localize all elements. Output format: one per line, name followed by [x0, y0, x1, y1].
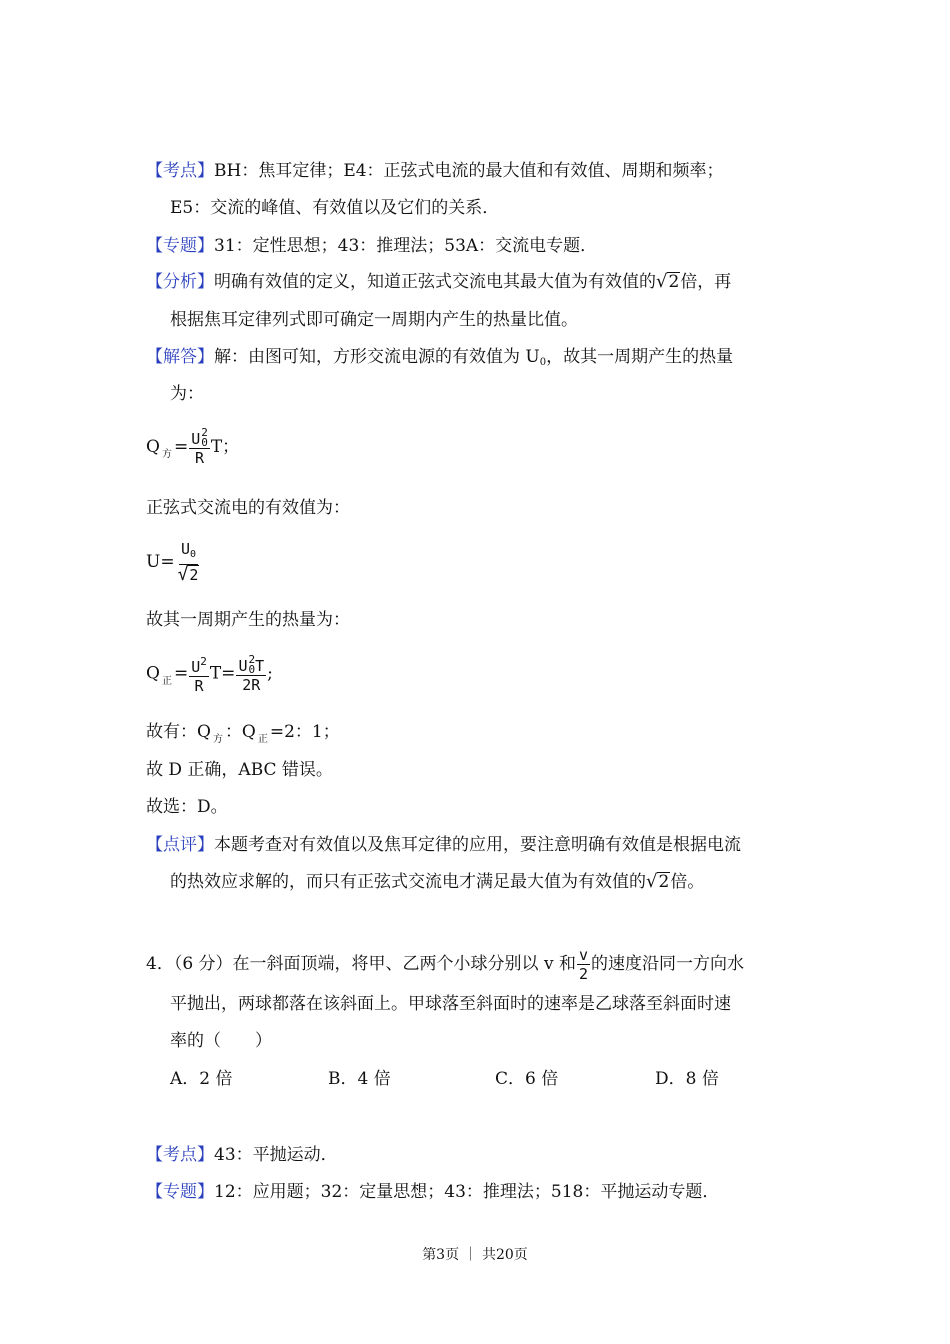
dianping-line-2	[170, 871, 704, 893]
eq2-fraction: $U_0$ √ 2	[177, 540, 199, 585]
q4-line-1	[146, 946, 744, 983]
jieda-text-3: 正弦式交流电的有效值为：	[146, 498, 350, 518]
kaodian-text-2: E5：交流的峰值、有效值以及它们的关系．	[170, 198, 500, 218]
eq1-q: Q	[146, 437, 160, 457]
jieda-text-1a: 解：由图可知，方形交流电源的有效值为 U	[214, 347, 540, 367]
eq1-sub: 方	[161, 449, 172, 460]
eq3-eq: =	[173, 663, 189, 684]
eq3-sub: 正	[161, 675, 172, 687]
dianping-tag: 【点评】	[146, 835, 214, 855]
jieda-text-6: 故 D 正确，ABC 错误。	[146, 760, 333, 780]
zhuanti-line	[146, 235, 597, 257]
q4-zhuanti-line	[146, 1181, 719, 1203]
sqrt-value: 2	[668, 272, 680, 292]
q4-kaodian-tag: 【考点】	[146, 1145, 214, 1165]
jieda-line	[146, 346, 733, 374]
zhuanti-tag: 【专题】	[146, 236, 214, 256]
jieda-text-4: 故其一周期产生的热量为：	[146, 610, 350, 630]
dianping-text-2a: 的热效应求解的，而只有正弦式交流电才满足最大值为有效值的	[170, 872, 646, 892]
eq3-q: Q	[146, 663, 160, 684]
jieda-text-2: 为：	[170, 384, 204, 404]
fenxi-line	[146, 271, 731, 293]
q4-kaodian-text: 43：平抛运动．	[214, 1145, 338, 1165]
eq1-fraction: U 2 0 R	[191, 426, 208, 467]
q4-zhuanti-text: 12：应用题；32：定量思想；43：推理法；518：平抛运动专题．	[214, 1182, 720, 1202]
fenxi-text-1b: 倍，再	[680, 272, 732, 292]
dianping-text-1: 本题考查对有效值以及焦耳定律的应用，要注意明确有效值是根据电流	[214, 835, 741, 855]
u0-subscript: 0	[539, 357, 547, 368]
q4-zhuanti-tag: 【专题】	[146, 1182, 214, 1202]
jieda-text-1b: ，故其一周期产生的热量	[546, 347, 734, 367]
equation-q-fang	[146, 428, 239, 473]
dianping-line	[146, 834, 741, 856]
equation-u	[146, 540, 202, 585]
sqrt-two-formula: √ 2	[656, 271, 680, 292]
zhuanti-text: 31：定性思想；43：推理法；53A：交流电专题．	[214, 236, 598, 256]
page-footer: 第3页 ｜ 共20页	[422, 1247, 528, 1263]
option-b: B．4 倍	[328, 1069, 391, 1089]
q4-fraction: $\frac{v}{2}$	[578, 946, 588, 983]
q4-kaodian-line	[146, 1144, 338, 1166]
fenxi-text-1a: 明确有效值的定义，知道正弦式交流电其最大值为有效值的	[214, 272, 656, 292]
option-c: C．6 倍	[495, 1069, 559, 1089]
jieda-tag: 【解答】	[146, 347, 214, 367]
q4-text-1a: 4．（6 分）在一斜面顶端，将甲、乙两个小球分别以 v 和	[146, 954, 576, 974]
q4-options	[170, 1068, 719, 1090]
q4-text-3: 率的（ ）	[170, 1031, 272, 1051]
eq2-u: U=	[146, 552, 175, 572]
eq3-mid: T=	[209, 663, 236, 684]
fenxi-text-2: 根据焦耳定律列式即可确定一周期内产生的热量比值。	[170, 310, 578, 330]
fenxi-tag: 【分析】	[146, 272, 214, 292]
kaodian-line	[146, 160, 724, 182]
kaodian-tag: 【考点】	[146, 161, 214, 181]
sqrt-two-formula-2: √ 2	[646, 871, 670, 892]
eq3-fraction-1: $\frac{U^2}{R}$	[191, 655, 207, 695]
q4-text-2: 平抛出，两球都落在该斜面上。甲球落至斜面时的速率是乙球落至斜面时速	[170, 994, 731, 1014]
q4-text-1b: 的速度沿同一方向水	[590, 954, 744, 974]
equation-q-zheng	[146, 653, 273, 701]
jieda-text-5: 故有：Q $_方$ ：Q $_正$ =2：1；	[146, 722, 340, 745]
eq3-after: ;	[267, 663, 273, 684]
jieda-text-7: 故选：D。	[146, 797, 228, 817]
option-a: A．2 倍	[170, 1069, 233, 1089]
dianping-text-2b: 倍。	[670, 872, 705, 892]
option-d: D．8 倍	[655, 1069, 719, 1089]
kaodian-text-1: BH：焦耳定律；E4：正弦式电流的最大值和有效值、周期和频率；	[214, 161, 724, 181]
eq3-fraction-2: U 2 0 T 2R	[238, 652, 265, 694]
eq1-after: T；	[210, 437, 240, 457]
eq1-eq: =	[173, 437, 189, 457]
